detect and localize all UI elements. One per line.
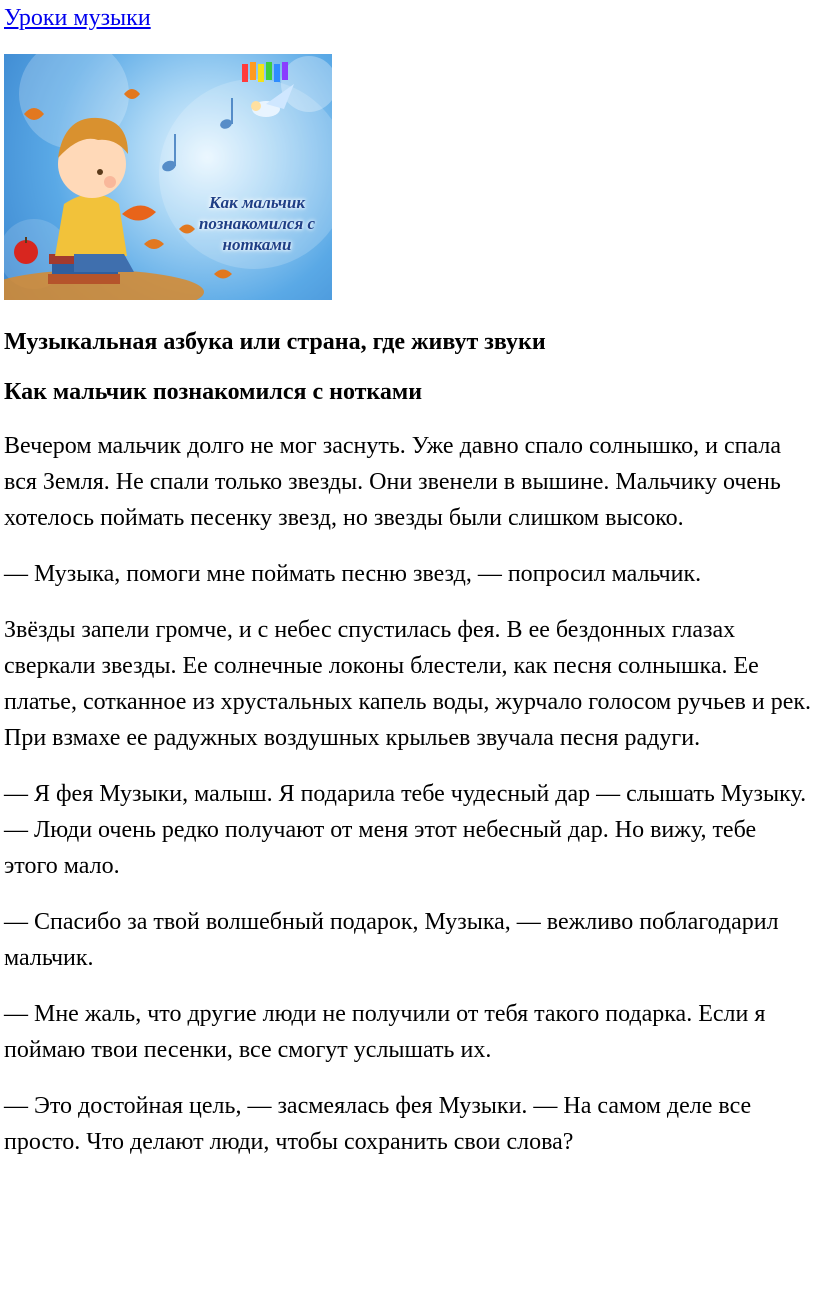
paragraph: Звёзды запели громче, и с небес спустилась фея. В ее бездонных глазах сверкали звезды. Ее солнечные локоны блестели, как песня солнышка. Ее платье, сотканное из хрустальных капель воды, журчало голосом ручьев и рек. При взмахе ее радужных воздушных крыльев звучала песня радуги. (4, 617, 812, 751)
cover-illustration (4, 54, 332, 300)
cover-artwork (4, 54, 332, 300)
paragraph: — Я фея Музыки, малыш. Я подарила тебе чудесный дар — слышать Музыку. — Люди очень редко получают от меня этот небесный дар. Но вижу, тебе этого мало. (4, 781, 807, 879)
document-page (4, 0, 812, 1160)
cover-caption-line: познакомился с (198, 214, 316, 233)
lessons-link[interactable]: Уроки музыки (4, 5, 151, 31)
paragraph: — Спасибо за твой волшебный подарок, Музыка, — вежливо поблагодарил мальчик. (4, 909, 779, 971)
paragraph: — Музыка, помоги мне поймать песню звезд, — попросил мальчик. (4, 561, 702, 587)
cover-caption (182, 192, 332, 255)
paragraph: — Это достойная цель, — засмеялась фея Музыки. — На самом деле все просто. Что делают люди, чтобы сохранить свои слова? (4, 1093, 752, 1155)
section-title: Музыкальная азбука или страна, где живут звуки (4, 329, 546, 355)
cover-caption-line: Как мальчик (209, 193, 305, 212)
story-title: Как мальчик познакомился с нотками (4, 379, 423, 405)
cover-caption-line: нотками (222, 235, 292, 254)
paragraph: — Мне жаль, что другие люди не получили от тебя такого подарка. Если я поймаю твои песенки, все смогут услышать их. (4, 1001, 766, 1063)
paragraph: Вечером мальчик долго не мог заснуть. Уже давно спало солнышко, и спала вся Земля. Не спали только звезды. Они звенели в вышине. Мальчику очень хотелось поймать песенку звезд, но звезды были слишком высоко. (4, 433, 781, 531)
